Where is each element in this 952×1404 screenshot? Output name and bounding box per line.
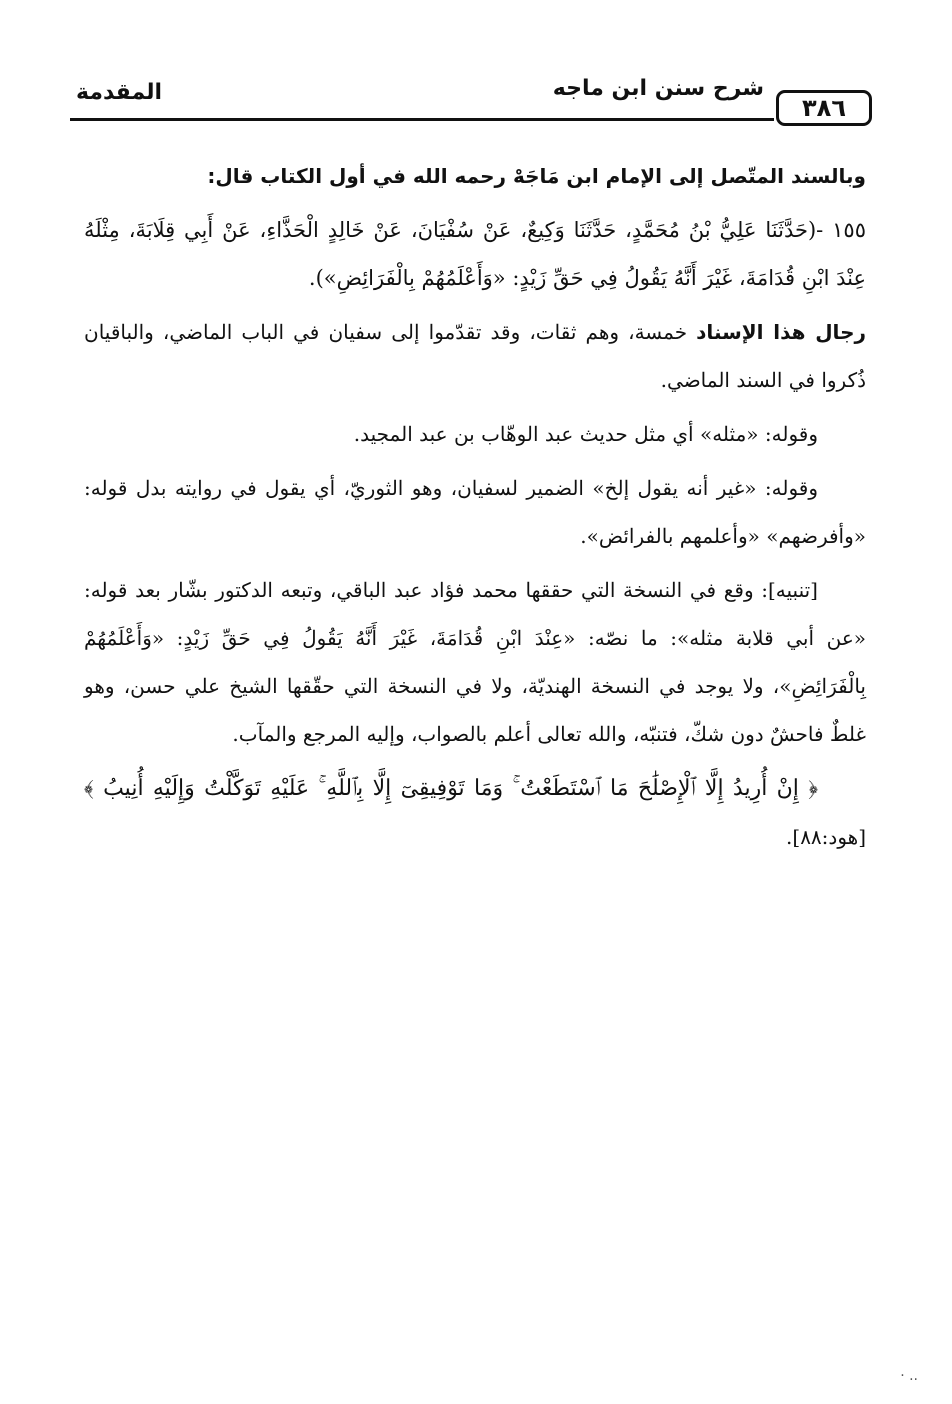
mithlihi-paragraph: وقوله: «مثله» أي مثل حديث عبد الوهّاب بن عبد المجيد. xyxy=(353,422,818,446)
tanbih-paragraph xyxy=(84,566,866,758)
rijal-paragraph xyxy=(84,308,866,404)
book-title: شرح سنن ابن ماجه xyxy=(552,76,764,101)
header-rule xyxy=(70,118,774,121)
tanbih-label: [تنبيه]: xyxy=(761,578,818,602)
rijal-text: خمسة، وهم ثقات، وقد تقدّموا إلى سفيان في الباب الماضي، والباقيان ذُكروا في السند الماضي. xyxy=(84,320,866,392)
hadith-paragraph xyxy=(84,206,866,302)
quran-reference: [هود:٨٨]. xyxy=(786,825,866,849)
rijal-label: رجال هذا الإسناد xyxy=(696,320,866,344)
ghayr-paragraph: وقوله: «غير أنه يقول إلخ» الضمير لسفيان، وهو الثوريّ، أي يقول في روايته بدل قوله: «وأفرضهم» «وأعلمهم بالفرائض». xyxy=(84,476,866,548)
quran-paragraph xyxy=(84,764,866,861)
hadith-text: -(حَدَّثَنَا عَلِيُّ بْنُ مُحَمَّدٍ، حَدَّثَنَا وَكِيعٌ، عَنْ سُفْيَانَ، عَنْ خَالِدٍ الْحَذَّاءِ، عَنْ أَبِي قِلَابَةَ، مِثْلَهُ عِنْدَ ابْنِ قُدَامَةَ، غَيْرَ أَنَّهُ يَقُولُ فِي حَقِّ زَيْدٍ: «وَأَعْلَمُهُمْ بِالْفَرَائِضِ»). xyxy=(84,218,866,290)
tanbih-text: وقع في النسخة التي حققها محمد فؤاد عبد الباقي، وتبعه الدكتور بشّار بعد قوله: «عن أبي قلابة مثله»: ما نصّه: «عِنْدَ ابْنِ قُدَامَةَ، غَيْرَ أَنَّهُ يَقُولُ فِي حَقِّ زَيْدٍ: «وَأَعْلَمُهُمْ بِالْفَرَائِضِ»، ولا يوجد في النسخة الهنديّة، ولا في النسخة التي حقّقها الشيخ علي حسن، وهو غلطٌ فاحشٌ دون شكّ، فتنبّه، والله تعالى أعلم بالصواب، وإليه المرجع والمآب. xyxy=(84,578,866,746)
section-name: المقدمة xyxy=(76,80,163,105)
quran-verse: ﴿ إِنْ أُرِيدُ إِلَّا ٱلْإِصْلَٰحَ مَا ٱسْتَطَعْتُ ۚ وَمَا تَوْفِيقِىٓ إِلَّا بِٱللَّهِ ۚ عَلَيْهِ تَوَكَّلْتُ وَإِلَيْهِ أُنِيبُ ﴾ xyxy=(84,776,818,801)
sanad-line: وبالسند المتّصل إلى الإمام ابن مَاجَهْ رحمه الله في أول الكتاب قال: xyxy=(207,164,866,188)
hadith-number: ١٥٥ xyxy=(832,218,866,242)
page-number xyxy=(776,90,872,126)
page-number-text: ٣٨٦ xyxy=(802,94,846,122)
page-body xyxy=(84,152,866,867)
page-header xyxy=(70,74,872,134)
corner-mark: · .. xyxy=(900,1368,918,1384)
